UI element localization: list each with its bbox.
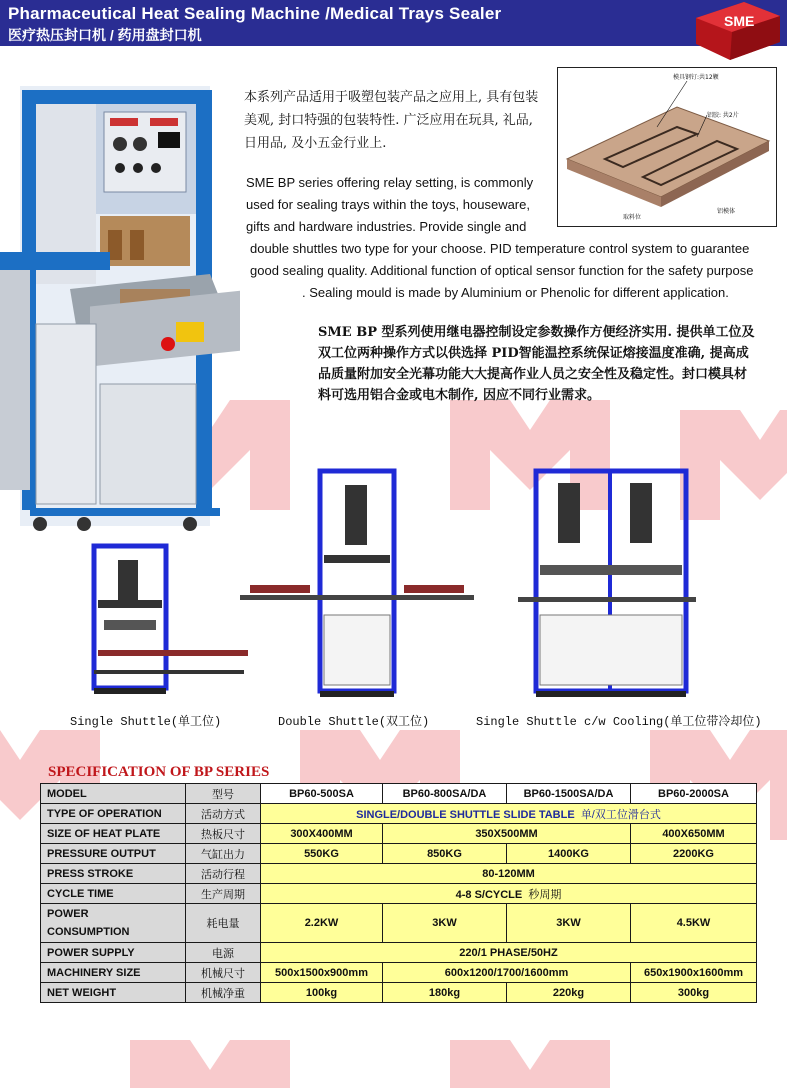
spec-label: MODEL [41,784,186,804]
spec-value: 220/1 PHASE/50HZ [261,943,757,963]
caption-double-shuttle: Double Shuttle(双工位) [278,715,430,729]
spec-value: 4.5KW [631,904,757,943]
caption-cooling-shuttle: Single Shuttle c/w Cooling(单工位带冷却位) [476,715,762,729]
intro-en-line: good sealing quality. Additional function of optical sensor function for the safety purpose [250,263,754,278]
spec-label-cn: 活动行程 [186,864,261,884]
spec-label-cn: 机械净重 [186,983,261,1003]
spec-value: 2.2KW [261,904,383,943]
table-row [41,784,757,804]
spec-label-cn: 型号 [186,784,261,804]
table-row [41,963,757,983]
spec-value-text: SINGLE/DOUBLE SHUTTLE SLIDE TABLE [356,808,575,821]
spec-value-text: 4-8 S/CYCLE [455,888,523,901]
spec-label: TYPE OF OPERATION [41,804,186,824]
spec-value: 220kg [507,983,631,1003]
intro-en-line: double shuttles two type for your choose. PID temperature control system to guarantee [250,241,750,256]
model-cell: BP60-500SA [261,784,383,804]
model-cell: BP60-2000SA [631,784,757,804]
mould-diagram [557,67,777,227]
spec-label: PRESS STROKE [41,864,186,884]
table-row [41,904,757,943]
svg-text:SME: SME [724,13,755,29]
spec-label: SIZE OF HEAT PLATE [41,824,186,844]
spec-value: 350X500MM [383,824,631,844]
page-title: Pharmaceutical Heat Sealing Machine /Medical Trays Sealer [8,4,502,23]
intro-en-line: . Sealing mould is made by Aluminium or Phenolic for different application. [302,285,729,300]
spec-label: PRESSURE OUTPUT [41,844,186,864]
spec-label-cn: 电源 [186,943,261,963]
spec-label [41,904,186,943]
spec-value: 500x1500x900mm [261,963,383,983]
table-row [41,983,757,1003]
spec-label: POWER SUPPLY [41,943,186,963]
spec-value: 600x1200/1700/1600mm [383,963,631,983]
spec-value: 400X650MM [631,824,757,844]
table-row [41,884,757,904]
model-cell: BP60-1500SA/DA [507,784,631,804]
double-shuttle-drawing [240,465,475,700]
spec-value: 300kg [631,983,757,1003]
spec-value [261,804,757,824]
model-cell: BP60-800SA/DA [383,784,507,804]
spec-label-line: CONSUMPTION [47,926,130,938]
spec-value: 80-120MM [261,864,757,884]
spec-value: 3KW [383,904,507,943]
spec-value: 550KG [261,844,383,864]
spec-label-cn: 气缸出力 [186,844,261,864]
table-row [41,864,757,884]
spec-value: 180kg [383,983,507,1003]
company-logo [690,0,784,62]
table-row [41,943,757,963]
spec-value: 650x1900x1600mm [631,963,757,983]
mould-label-gasket: 铝胶: 共2片 [707,112,739,119]
intro-cn-detail: SME BP 型系列使用继电器控制设定参数操作方便经济实用. 提供单工位及双工位两种操作方式以供选择 PID智能温控系统保证熔接温度准确, 提高成品质量附加安全光幕功能大大提高作业人员之安全性及稳定性。封口模具材料可选用铝合金或电木制作, 因应不同行业需求。 [318,325,755,403]
spec-value: 1400KG [507,844,631,864]
spec-value [261,884,757,904]
spec-label: MACHINERY SIZE [41,963,186,983]
intro-cn: 本系列产品适用于吸塑包装产品之应用上, 具有包装美观, 封口特强的包装特性. 广泛应用在玩具, 礼品, 日用品, 及小五金行业上. [244,90,539,151]
spec-label-cn: 热板尺寸 [186,824,261,844]
spec-label-cn: 生产周期 [186,884,261,904]
intro-en-line: used for sealing trays within the toys, houseware, [246,197,530,212]
spec-value-cn: 单/双工位滑台式 [580,808,661,821]
mould-label-pickup: 取料位 [623,214,642,221]
table-row [41,844,757,864]
page-subtitle-cn: 医疗热压封口机 / 药用盘封口机 [8,27,202,43]
single-shuttle-drawing [88,540,248,700]
spec-title: SPECIFICATION OF BP SERIES [48,764,270,780]
spec-value: 300X400MM [261,824,383,844]
caption-single-shuttle: Single Shuttle(单工位) [70,715,222,729]
spec-label-cn: 耗电量 [186,904,261,943]
intro-en-line: gifts and hardware industries. Provide single and [246,219,527,234]
table-row [41,824,757,844]
machine-photo [0,84,240,534]
spec-value: 850KG [383,844,507,864]
spec-label: NET WEIGHT [41,983,186,1003]
mould-label-body: 铝模体 [717,208,736,215]
spec-value: 3KW [507,904,631,943]
spec-value: 2200KG [631,844,757,864]
spec-label-line: POWER [47,908,89,920]
intro-en-line: SME BP series offering relay setting, is commonly [246,175,534,190]
spec-label-cn: 活动方式 [186,804,261,824]
spec-value-cn: 秒周期 [528,888,562,901]
spec-table [40,783,757,1003]
cooling-shuttle-drawing [518,465,698,700]
table-row [41,804,757,824]
mould-label-pins: 模具钢钉:共12颗 [673,74,719,81]
spec-value: 100kg [261,983,383,1003]
spec-label-cn: 机械尺寸 [186,963,261,983]
spec-label: CYCLE TIME [41,884,186,904]
